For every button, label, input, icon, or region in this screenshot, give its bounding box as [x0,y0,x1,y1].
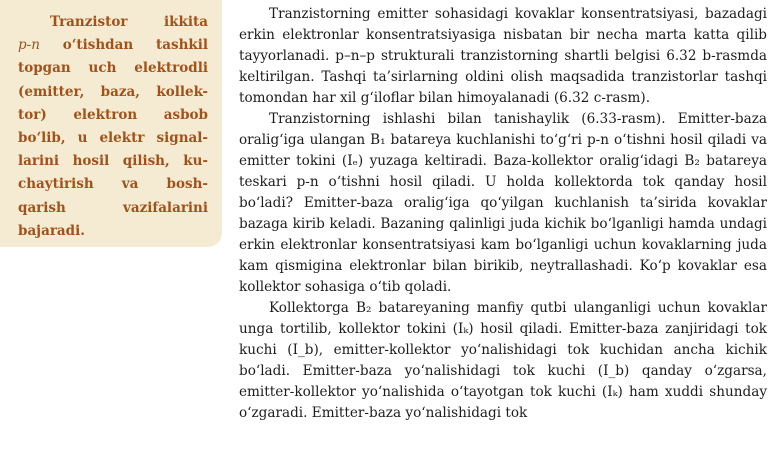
paragraph: Tranzistorning ishlashi bilan tanishaylik (6.33-rasm). Emitter-baza oralig‘iga ulangan B₁ batareya kuchlanishi to‘g‘ri p-n o‘tishni hosil qiladi va emitter tokini (Iₑ) yuzaga keltiradi. Baza-kollektor oralig‘idagi B₂ batareya teskari p-n o‘tishni hosil qiladi. U holda kollektorda tok qanday hosil bo‘ladi? Emitter-baza oralig‘iga qo‘yilgan kuchlanish ta’sirida kovaklar bazaga kirib keladi. Bazaning qalinligi juda kichik bo‘lganligi hamda undagi erkin elektronlar konsentratsiyasi kam bo‘lganligi uchun kovaklarning juda kam qismigina elektronlar bilan birikib, neytrallashadi. Ko‘p kovaklar esa kollektor sohasiga o‘tib qoladi. [239,111,767,295]
definition-line: bo‘lib, u elektr signal- [18,130,208,147]
definition-line: qarish vazifalarini [18,199,208,216]
definition-line: p-n o‘tishdan tashkil [18,37,208,54]
definition-line: larini hosil qilish, ku- [18,153,208,170]
pn-term: p-n [18,37,40,54]
definition-line: tor) elektron asbob [18,106,208,123]
definition-line: bajaradi. [18,222,85,239]
main-text [239,4,767,424]
definition-line: (emitter, baza, kollek- [18,83,208,100]
definition-line: Tranzistor ikkita [50,14,208,30]
definition-line: chaytirish va bosh- [18,176,208,193]
paragraph: Tranzistorning emitter sohasidagi kovaklar konsentratsiyasi, bazadagi erkin elektronlar konsentratsiyasiga nisbatan bir necha marta katta qilib tayyorlanadi. p–n–p strukturali tranzistorning shartli belgisi 6.32 b-rasmda keltirilgan. Tashqi ta’sirlarning oldini olish maqsadida tranzistorlar tashqi tomondan har xil g‘iloflar bilan himoyalanadi (6.32 c-rasm). [239,6,767,106]
definition-line: topgan uch elektrodli [18,60,208,77]
definition-box [0,0,222,247]
definition-text [18,11,208,243]
paragraph: Kollektorga B₂ batareyaning manfiy qutbi ulanganligi uchun kovaklar unga tortilib, kollektor tokini (Iₖ) hosil qiladi. Emitter-baza zanjiridagi tok kuchi (I_b), emitter-kollektor yo‘nalishidagi tok kuchidan ancha kichik bo‘ladi. Emitter-baza yo‘nalishidagi tok kuchi (I_b) qanday o‘zgarsa, emitter-kollektor yo‘nalishida o‘tayotgan tok kuchi (Iₖ) ham xuddi shunday o‘zgaradi. Emitter-baza yo‘nalishidagi tok [239,300,767,421]
